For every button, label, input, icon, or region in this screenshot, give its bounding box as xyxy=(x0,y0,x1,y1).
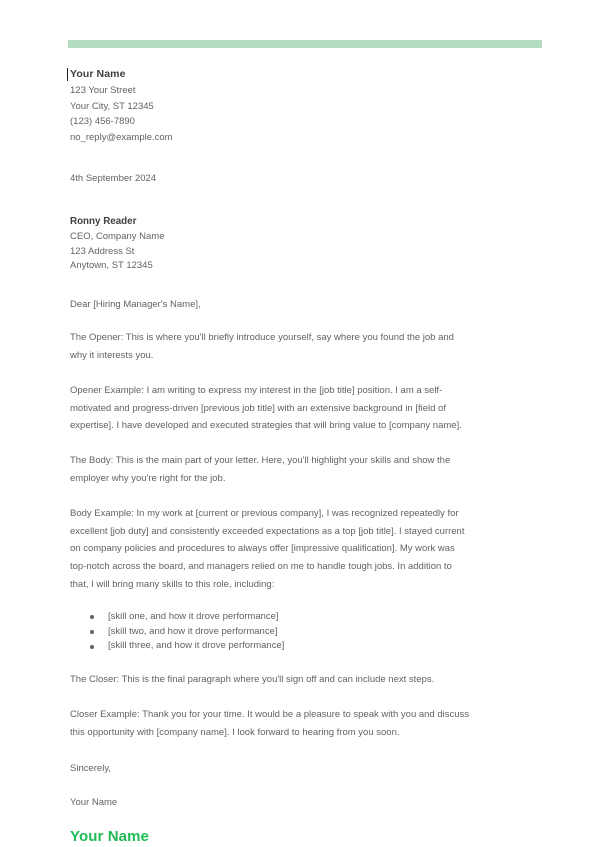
paragraph-opener: The Opener: This is where you'll briefly introduce yourself, say where you found the job and why it interests you. xyxy=(70,332,454,362)
recipient-title-company: CEO, Company Name xyxy=(70,230,165,242)
list-item: [skill two, and how it drove performance] xyxy=(70,625,470,640)
list-item: [skill three, and how it drove performance] xyxy=(70,639,470,654)
sender-address-block xyxy=(70,66,470,145)
recipient-street: 123 Address St xyxy=(70,245,135,257)
salutation: Dear [Hiring Manager's Name], xyxy=(70,299,201,311)
letter-date: 4th September 2024 xyxy=(70,173,157,185)
paragraph-opener-example: Opener Example: I am writing to express my interest in the [job title] position. I am a self-motivated and progress-driven [previous job title] with an extensive background in [field of expertise]. I have developed and executed strategies that will bring value to [company name]. xyxy=(70,384,462,432)
recipient-city-state-zip: Anytown, ST 12345 xyxy=(70,260,153,272)
paragraph-closer-example: Closer Example: Thank you for your time. It would be a pleasure to speak with you and discuss this opportunity with [company name]. I look forward to hearing from you soon. xyxy=(70,709,470,738)
recipient-name: Ronny Reader xyxy=(70,216,137,228)
sender-name-text: Your Name xyxy=(70,68,126,80)
sign-off-name: Your Name xyxy=(70,796,118,808)
paragraph-closer: The Closer: This is the final paragraph where you'll sign off and can include next steps. xyxy=(70,674,435,686)
recipient-address-block xyxy=(70,214,470,274)
signature-name: Your Name xyxy=(70,827,149,845)
text-cursor-caret xyxy=(67,68,68,81)
paragraph-body-example: Body Example: In my work at [current or previous company], I was recognized repeatedly for excellent [job duty] and consistently exceeded expectations as a top [job title]. I stayed current on company policies and procedures to always offer [impressive qualification]. My work was top-notch across the board, and managers relied on me to handle tough jobs. In addition to that, I will bring many skills to this role, including: xyxy=(70,507,465,591)
paragraph-body: The Body: This is the main part of your letter. Here, you'll highlight your skills and show the employer why you're right for the job. xyxy=(70,455,451,485)
letter-content xyxy=(70,66,470,847)
sender-phone: (123) 456-7890 xyxy=(70,116,135,128)
top-accent-bar xyxy=(68,40,542,48)
skills-bullet-list xyxy=(70,610,470,654)
sign-off: Sincerely, xyxy=(70,762,112,774)
sender-city-state-zip: Your City, ST 12345 xyxy=(70,100,154,112)
sender-street: 123 Your Street xyxy=(70,85,136,96)
sender-email: no_reply@example.com xyxy=(70,131,173,143)
list-item: [skill one, and how it drove performance] xyxy=(70,610,470,625)
sender-name[interactable] xyxy=(70,66,470,83)
